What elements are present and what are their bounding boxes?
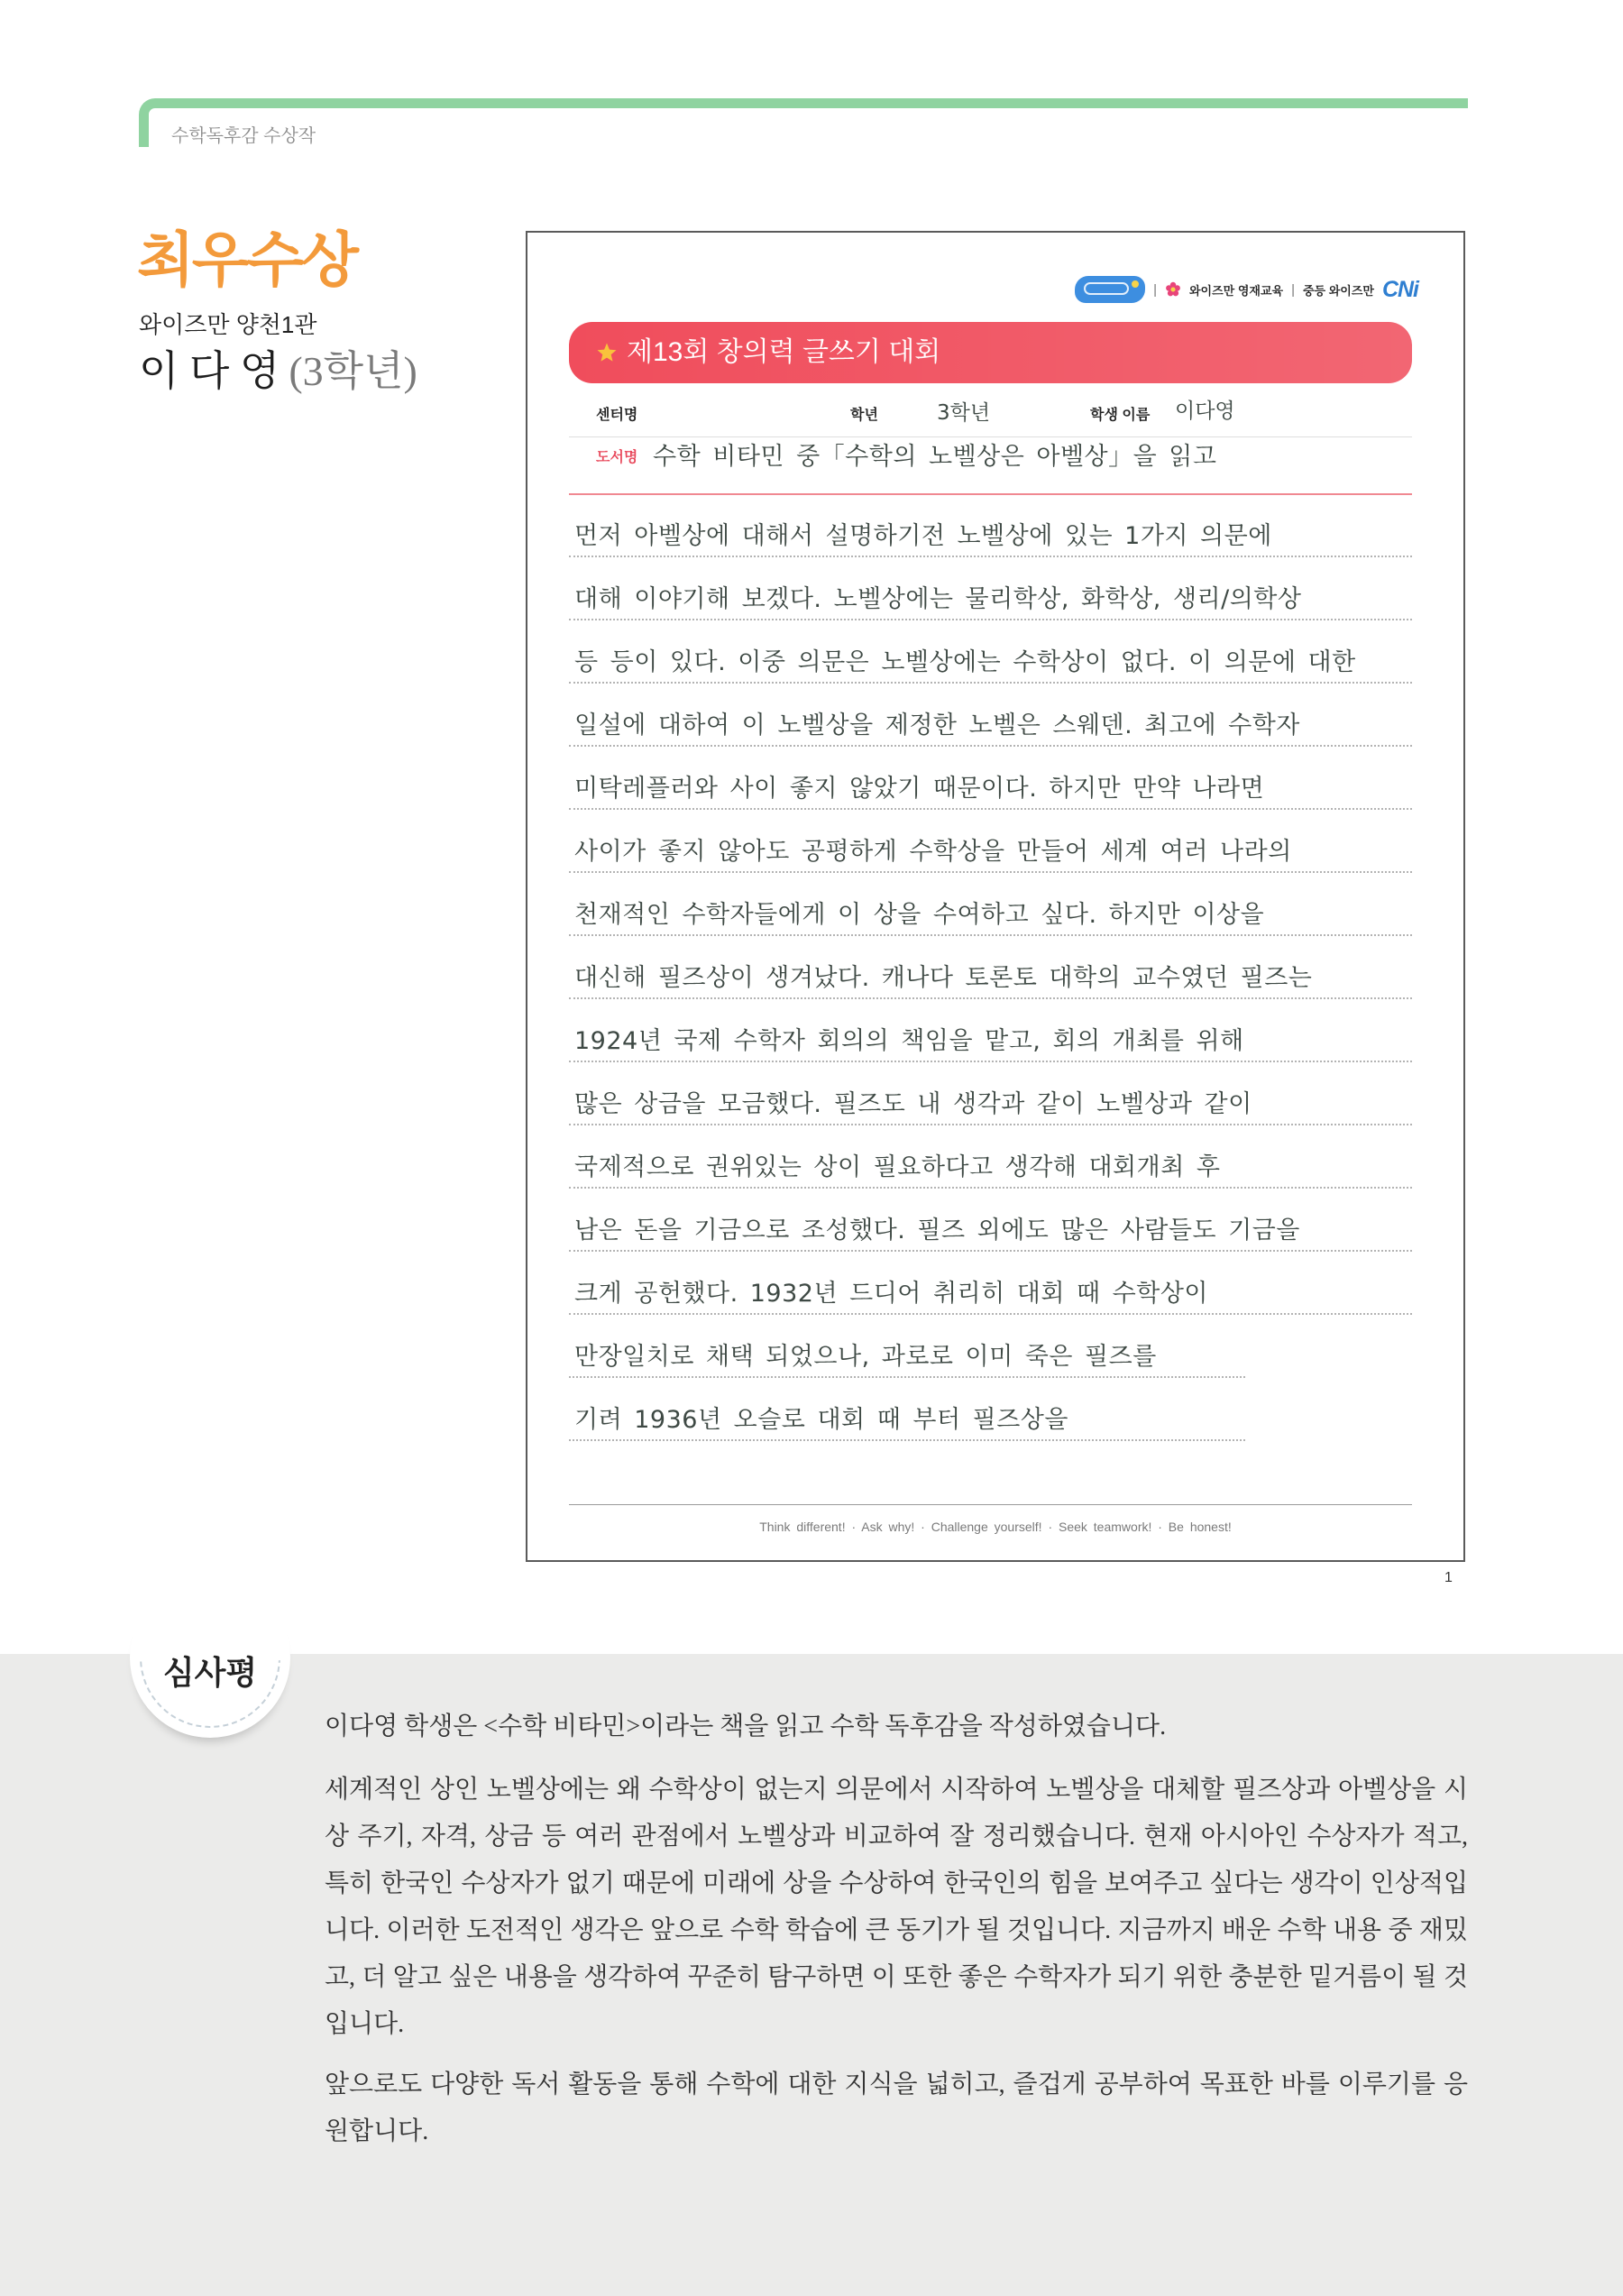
essay-line: 등 등이 있다. 이중 의문은 노벨상에는 수학상이 없다. 이 의문에 대한 [569,620,1412,684]
review-paragraph: 앞으로도 다양한 독서 활동을 통해 수학에 대한 지식을 넓히고, 즐겁게 공부하여 목표한 바를 이루기를 응원합니다. [325,2071,1468,2145]
essay-line: 일설에 대하여 이 노벨상을 제정한 노벨은 스웨덴. 최고에 수학자 [569,684,1412,747]
contest-title: 제13회 창의력 글쓰기 대회 [627,337,941,367]
essay-line: 남은 돈을 기금으로 조성했다. 필즈 외에도 많은 사람들도 기금을 [569,1189,1412,1252]
review-badge [130,1577,290,1738]
essay-line: 만장일치로 채택 되었으나, 과로로 이미 죽은 필즈를 [569,1315,1245,1378]
essay-line: 먼저 아벨상에 대해서 설명하기전 노벨상에 있는 1가지 의문에 [569,494,1412,557]
book-title: 수학 비타민 중「수학의 노벨상은 아벨상」을 읽고 [653,443,1217,471]
brand-logo-icon [1075,276,1145,303]
review-badge-label: 심사평 [162,1654,258,1691]
header-accent-frame [139,98,1468,147]
essay-line: 사이가 좋지 않아도 공평하게 수학상을 만들어 세계 여러 나라의 [569,810,1412,873]
student-name-value: 이다영 [1175,400,1235,423]
sheet-footer-motto: Think different! · Ask why! · Challenge yourself! · Seek teamwork! · Be honest! [759,1520,1232,1534]
essay-line: 대해 이야기해 보겠다. 노벨상에는 물리학상, 화학상, 생리/의학상 [569,557,1412,620]
brand-main-label: 와이즈만 영재교육 [1188,283,1284,298]
essay-line: 1924년 국제 수학자 회의의 책임을 맡고, 회의 개최를 위해 [569,999,1412,1062]
review-paragraph: 이다영 학생은 <수학 비타민>이라는 책을 읽고 수학 독후감을 작성하였습니다. [325,1713,1167,1740]
flower-logo-icon [1165,281,1181,298]
book-label: 도서명 [596,450,638,465]
essay-line: 기려 1936년 오슬로 대회 때 부터 필즈상을 [569,1378,1245,1441]
logo-separator: | [1153,281,1157,298]
student-name-line [139,346,417,397]
essay-line: 많은 상금을 모금했다. 필즈도 내 생각과 같이 노벨상과 같이 [569,1062,1412,1125]
essay-line: 크게 공헌했다. 1932년 드디어 취리히 대회 때 수학상이 [569,1252,1412,1315]
contest-banner [569,322,1412,383]
sheet-logos [1075,273,1418,306]
review-paragraph: 세계적인 상인 노벨상에는 왜 수학상이 없는지 의문에서 시작하여 노벨상을 대체할 필즈상과 아벨상을 시상 주기, 자격, 상금 등 여러 관점에서 노벨상과 비교하여 잘 정리했습니다. 현재 아시아인 수상자가 적고, 특히 한국인 수상자가 없기 때문에 미래에 상을 수상하여 한국인의 힘을 보여주고 싶다는 생각이 인상적입니다. 이러한 도전적인 생각은 앞으로 수학 학습에 큰 동기가 될 것입니다. 지금까지 배운 수학 내용 중 재밌고, 더 알고 싶은 내용을 생각하여 꾸준히 탐구하면 이 또한 좋은 수학자가 되기 위한 충분한 밑거름이 될 것입니다. [325,1776,1468,2038]
brand-secondary-label: 중등 와이즈만 [1302,283,1374,298]
essay-lines [569,494,1412,1441]
student-grade: (3학년) [289,348,417,394]
award-center: 와이즈만 양천1관 [139,311,317,338]
grade-label: 학년 [850,408,878,423]
logo-separator: | [1291,281,1295,298]
essay-line: 천재적인 수학자들에게 이 상을 수여하고 싶다. 하지만 이상을 [569,873,1412,936]
sheet-footer-divider [569,1504,1412,1505]
section-label: 수학독후감 수상작 [171,126,316,146]
brand-mark: CNi [1381,276,1418,302]
essay-line: 국제적으로 권위있는 상이 필요하다고 생각해 대회개최 후 [569,1125,1412,1189]
essay-line: 미탁레플러와 사이 좋지 않았기 때문이다. 하지만 만약 나라면 [569,747,1412,810]
review-text [325,1704,1468,2155]
star-icon [596,342,618,363]
info-divider [569,436,1412,437]
essay-line: 대신해 필즈상이 생겨났다. 캐나다 토론토 대학의 교수였던 필즈는 [569,936,1412,999]
center-label: 센터명 [596,408,638,423]
award-title: 최우수상 [137,226,357,293]
page-number: 1 [1444,1570,1453,1585]
student-name-label: 학생 이름 [1090,408,1151,423]
essay-sheet-image [526,231,1465,1562]
grade-value: 3학년 [937,401,991,425]
student-name: 이 다 영 [139,348,280,394]
